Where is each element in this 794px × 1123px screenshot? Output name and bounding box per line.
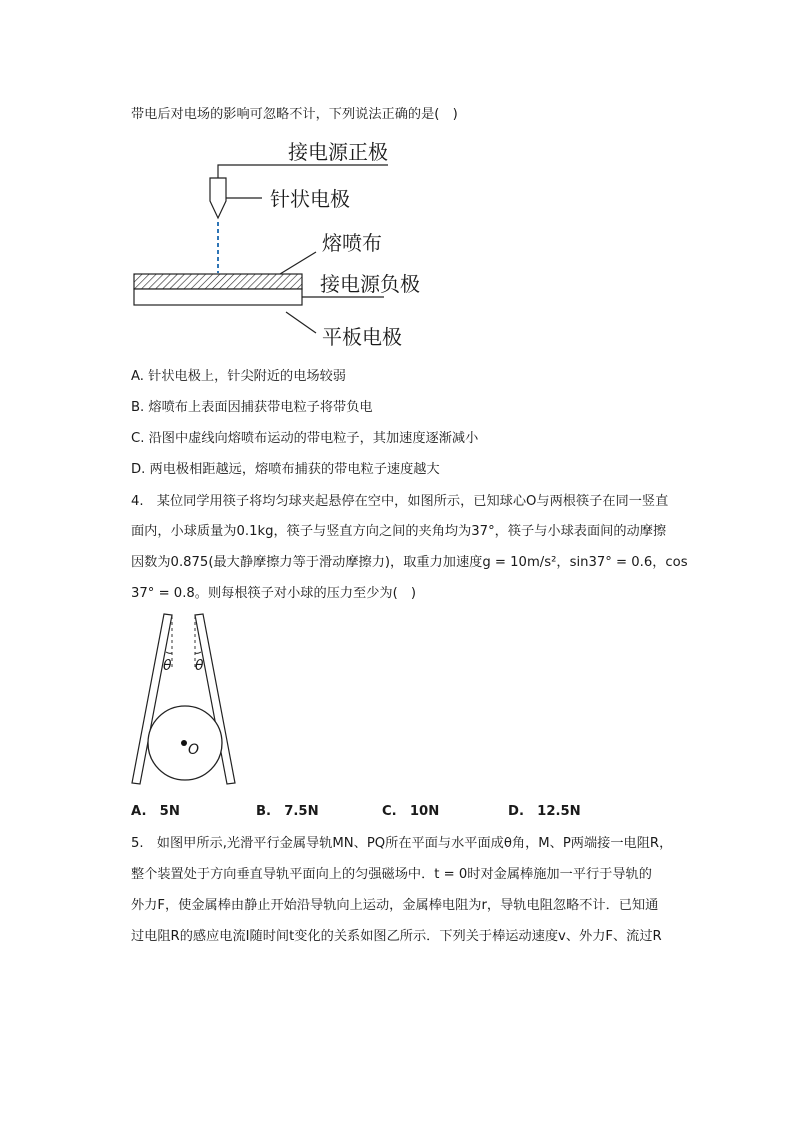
meltblown-fabric — [134, 274, 302, 289]
left-angle-arc — [166, 652, 172, 653]
q4-option-d: D. 12.5N — [508, 804, 581, 819]
plate-pointer-line — [286, 312, 316, 333]
q5-line-1: 5. 如图甲所示,光滑平行金属导轨MN、PQ所在平面与水平面成θ角，M、P两端接一电阻R， — [131, 836, 673, 851]
q5-line-2: 整个装置处于方向垂直导轨平面向上的匀强磁场中．t = 0时对金属棒施加一平行于导轨的 — [131, 867, 652, 882]
q3-option-c: C. 沿图中虚线向熔喷布运动的带电粒子，其加速度逐渐减小 — [131, 431, 479, 446]
q4-option-a: A. 5N — [131, 804, 180, 819]
theta-right-label: θ — [195, 658, 204, 674]
electrode-diagram — [0, 140, 794, 355]
positive-lead-wire — [218, 165, 388, 183]
needle-electrode-label: 针状电极 — [270, 187, 350, 211]
q5-line-3: 外力F，使金属棒由静止开始沿导轨向上运动，金属棒电阻为r，导轨电阻忽略不计．已知通 — [131, 898, 659, 913]
q4-line-2: 面内，小球质量为0.1kg，筷子与竖直方向之间的夹角均为37°，筷子与小球表面间的动摩擦 — [131, 524, 667, 539]
q4-option-c: C. 10N — [382, 804, 440, 819]
positive-terminal-label: 接电源正极 — [288, 140, 388, 164]
meltblown-pointer-line — [280, 252, 316, 274]
ball-center-dot — [181, 740, 187, 746]
negative-terminal-label: 接电源负极 — [320, 272, 420, 296]
plate-electrode-label: 平板电极 — [322, 325, 402, 349]
q4-line-3: 因数为0.875(最大静摩擦力等于滑动摩擦力)，取重力加速度g = 10m/s²，sin37° = 0.6，cos — [131, 555, 688, 570]
question-intro-line: 带电后对电场的影响可忽略不计，下列说法正确的是( ) — [131, 107, 458, 122]
q4-line-1: 4. 某位同学用筷子将均匀球夹起悬停在空中，如图所示，已知球心O与两根筷子在同一竖直 — [131, 494, 669, 509]
plate-electrode — [134, 289, 302, 305]
q3-option-b: B. 熔喷布上表面因捕获带电粒子将带负电 — [131, 400, 373, 415]
ball-center-label: O — [188, 742, 200, 758]
meltblown-label: 熔喷布 — [322, 231, 382, 255]
q5-line-4: 过电阻R的感应电流I随时间t变化的关系如图乙所示．下列关于棒运动速度v、外力F、流过R — [131, 929, 662, 944]
needle-electrode — [210, 178, 226, 218]
q4-option-b: B. 7.5N — [256, 804, 319, 819]
theta-left-label: θ — [163, 658, 172, 674]
q3-option-d: D. 两电极相距越远，熔喷布捕获的带电粒子速度越大 — [131, 462, 440, 477]
chopsticks-ball-diagram — [125, 608, 265, 788]
q3-option-a: A. 针状电极上，针尖附近的电场较弱 — [131, 369, 346, 384]
q4-line-4: 37° = 0.8。则每根筷子对小球的压力至少为( ) — [131, 586, 417, 601]
right-angle-arc — [195, 652, 201, 653]
